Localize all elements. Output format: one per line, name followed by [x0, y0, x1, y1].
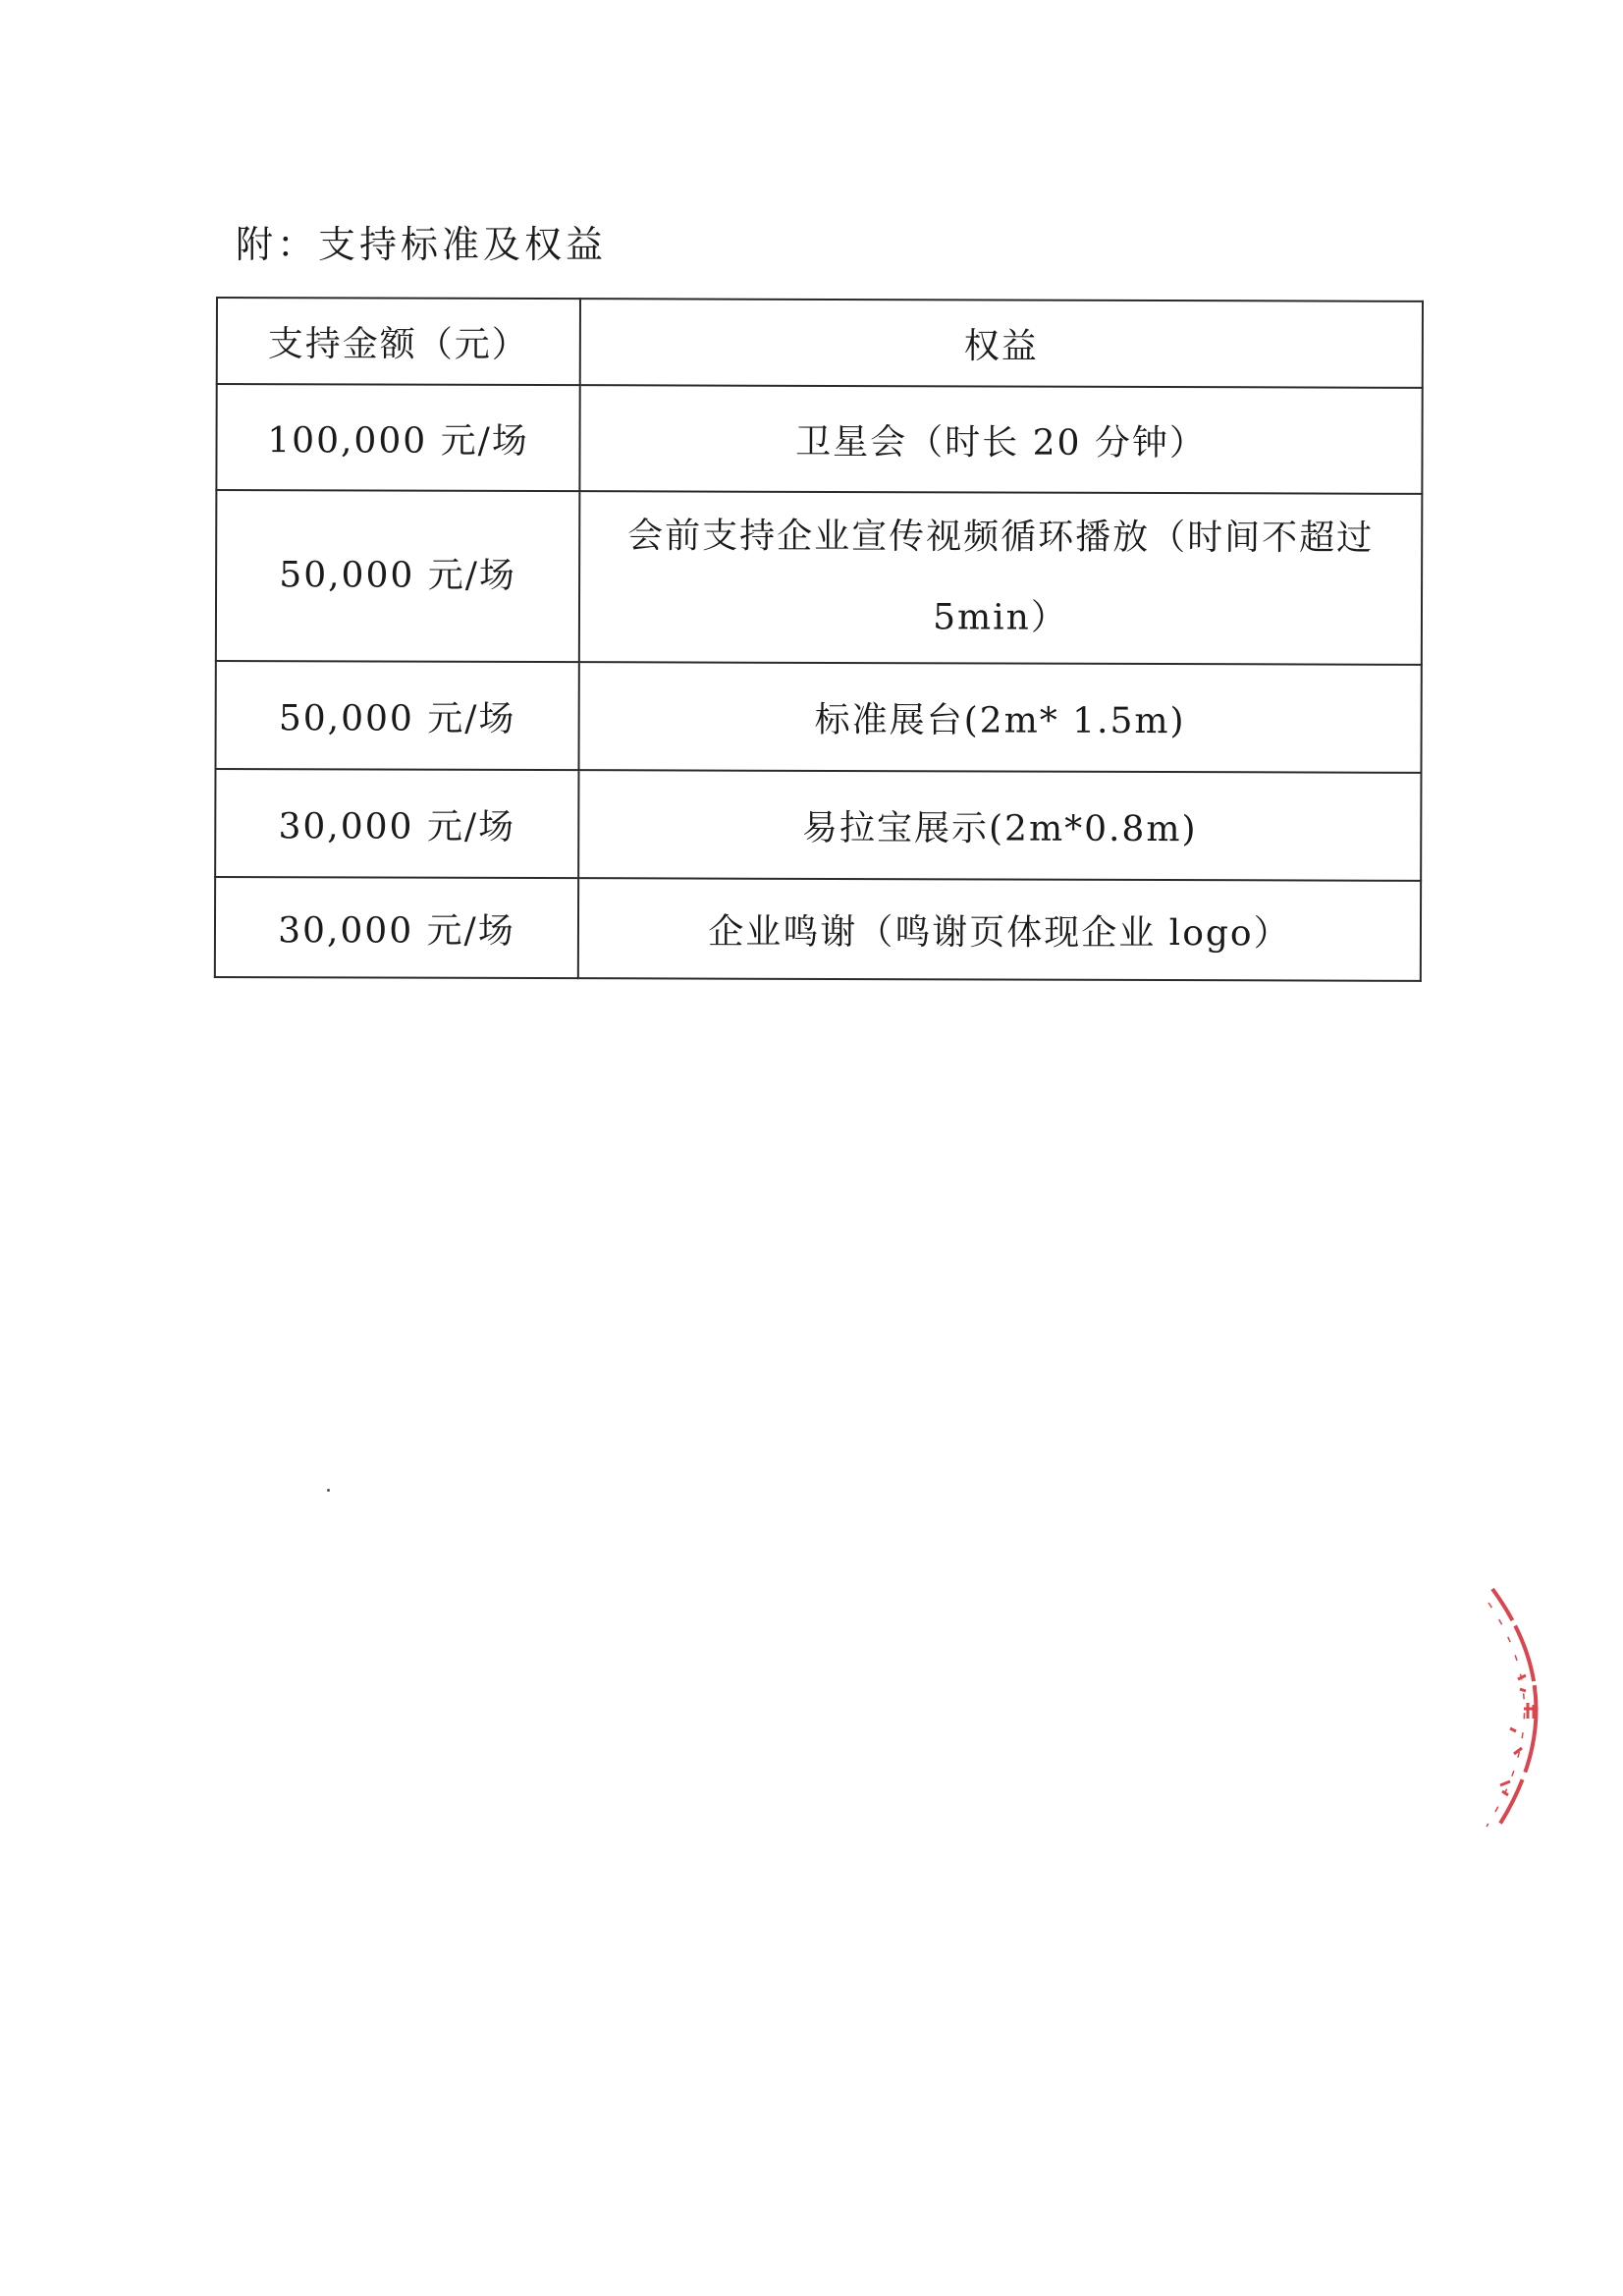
table-header-row [217, 298, 1423, 388]
benefit-cell: 企业鸣谢（鸣谢页体现企业 logo） [578, 878, 1421, 981]
header-amount: 支持金额（元） [217, 298, 580, 385]
support-table [214, 297, 1424, 982]
table-row [215, 661, 1421, 773]
document-heading: 附：支持标准及权益 [236, 223, 608, 266]
amount-cell: 30,000 元/场 [215, 769, 578, 878]
scan-speck [327, 1489, 330, 1492]
table-row [215, 877, 1421, 981]
table-row [215, 769, 1421, 881]
benefit-cell: 易拉宝展示(2m*0.8m) [578, 770, 1421, 881]
benefit-cell: 标准展台(2m* 1.5m) [578, 662, 1421, 773]
amount-cell: 50,000 元/场 [215, 661, 578, 770]
table-row [216, 490, 1423, 665]
benefit-cell: 卫星会（时长 20 分钟） [579, 385, 1422, 494]
red-seal-stamp [1463, 1581, 1581, 1846]
benefit-cell: 会前支持企业宣传视频循环播放（时间不超过5min） [579, 491, 1423, 665]
header-benefit: 权益 [580, 299, 1423, 388]
table-row [216, 384, 1422, 494]
amount-cell: 50,000 元/场 [216, 490, 580, 662]
amount-cell: 100,000 元/场 [216, 384, 579, 491]
amount-cell: 30,000 元/场 [215, 877, 578, 978]
